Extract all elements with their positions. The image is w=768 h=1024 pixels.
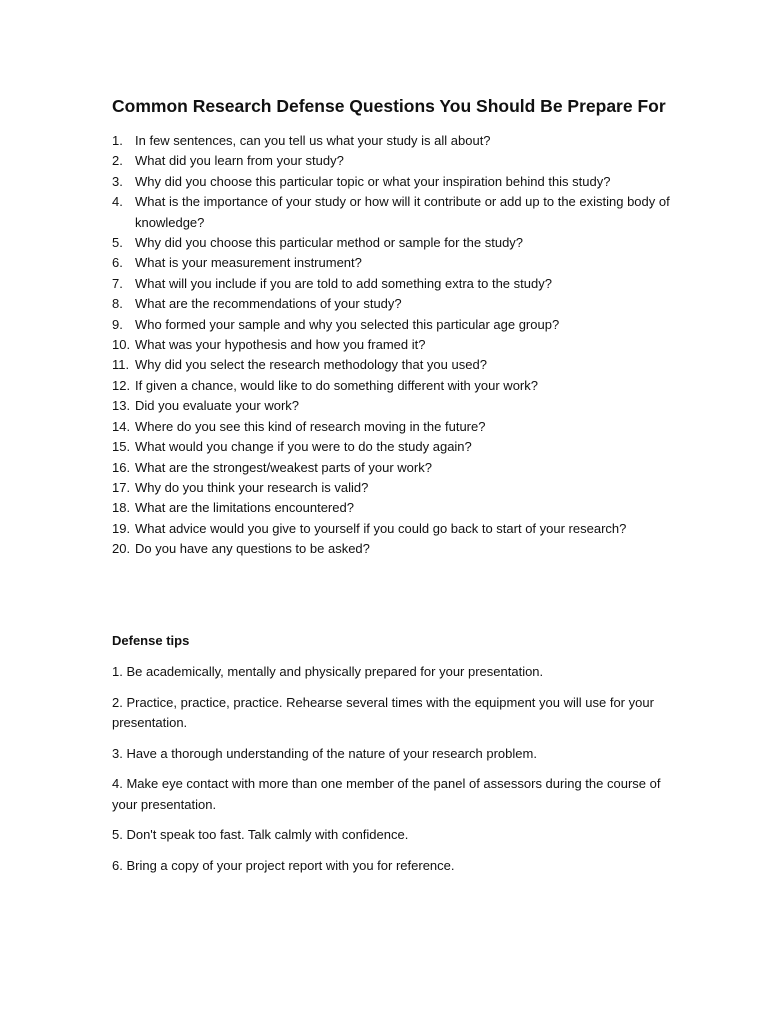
question-number: 17. [112,479,131,495]
question-text: What are the strongest/weakest parts of your work? [135,459,432,475]
questions-list [112,131,692,560]
question-text: What did you learn from your study? [135,153,344,169]
question-item [112,478,692,498]
question-text: What would you change if you were to do the study again? [135,439,472,455]
tip-item: 3. Have a thorough understanding of the nature of your research problem. [112,745,537,761]
question-number: 8. [112,296,123,312]
tip-item: 4. Make eye contact with more than one member of the panel of assessors during the course of your presentation. [112,776,661,812]
question-item [112,151,692,171]
question-text: Who formed your sample and why you selected this particular age group? [135,316,560,332]
question-text: Why did you choose this particular method or sample for the study? [135,235,524,251]
question-text: In few sentences, can you tell us what your study is all about? [135,133,491,148]
question-number: 9. [112,316,123,332]
question-item [112,417,692,437]
question-item [112,396,692,416]
question-text: Did you evaluate your work? [135,398,300,414]
question-item [112,437,692,457]
question-number: 16. [112,459,131,475]
tip-item: 1. Be academically, mentally and physically prepared for your presentation. [112,664,544,679]
question-text: What are the limitations encountered? [135,500,354,516]
question-item [112,458,692,478]
question-text: Why did you choose this particular topic or what your inspiration behind this study? [135,173,611,189]
tips-list [112,662,672,886]
question-item [112,498,692,518]
question-item [112,131,692,151]
question-text: Why did you select the research methodology that you used? [135,357,487,373]
question-number: 2. [112,153,123,169]
question-item [112,355,692,375]
question-number: 11. [112,357,130,373]
tip-item: 2. Practice, practice, practice. Rehearse several times with the equipment you will use for your presentation. [112,694,654,730]
question-number: 15. [112,439,131,455]
document-title: Common Research Defense Questions You Should Be Prepare For [112,96,666,116]
question-number: 12. [112,377,131,393]
question-number: 18. [112,500,131,516]
tip-item: 6. Bring a copy of your project report with you for reference. [112,857,455,873]
question-item [112,172,692,192]
question-number: 7. [112,275,123,291]
question-text: What is your measurement instrument? [135,255,362,271]
question-number: 10. [112,337,131,353]
question-number: 6. [112,255,123,271]
question-text: If given a chance, would like to do something different with your work? [135,377,538,393]
question-text: What advice would you give to yourself if you could go back to start of your research? [135,520,627,536]
question-text: What will you include if you are told to add something extra to the study? [135,275,552,291]
question-item [112,335,692,355]
question-item [112,539,692,559]
question-number: 14. [112,418,131,434]
question-number: 13. [112,398,131,414]
question-number: 19. [112,520,131,536]
question-item [112,315,692,335]
question-item [112,253,692,273]
question-item [112,274,692,294]
question-item [112,376,692,396]
question-number: 4. [112,194,123,210]
question-number: 5. [112,235,123,251]
question-item [112,294,692,314]
question-number: 20. [112,541,131,557]
question-number: 1. [112,133,123,148]
question-text: Why do you think your research is valid? [135,479,369,495]
question-number: 3. [112,173,123,189]
question-item [112,233,692,253]
question-item [112,192,692,233]
question-text: Where do you see this kind of research moving in the future? [135,418,486,434]
question-item [112,519,692,539]
question-text: Do you have any questions to be asked? [135,541,370,557]
question-text: What is the importance of your study or how will it contribute or add up to the existing body of knowledge? [135,194,670,230]
tip-item: 5. Don't speak too fast. Talk calmly with confidence. [112,827,409,843]
question-text: What are the recommendations of your study? [135,296,402,312]
question-text: What was your hypothesis and how you framed it? [135,337,426,353]
tips-heading: Defense tips [112,633,190,648]
